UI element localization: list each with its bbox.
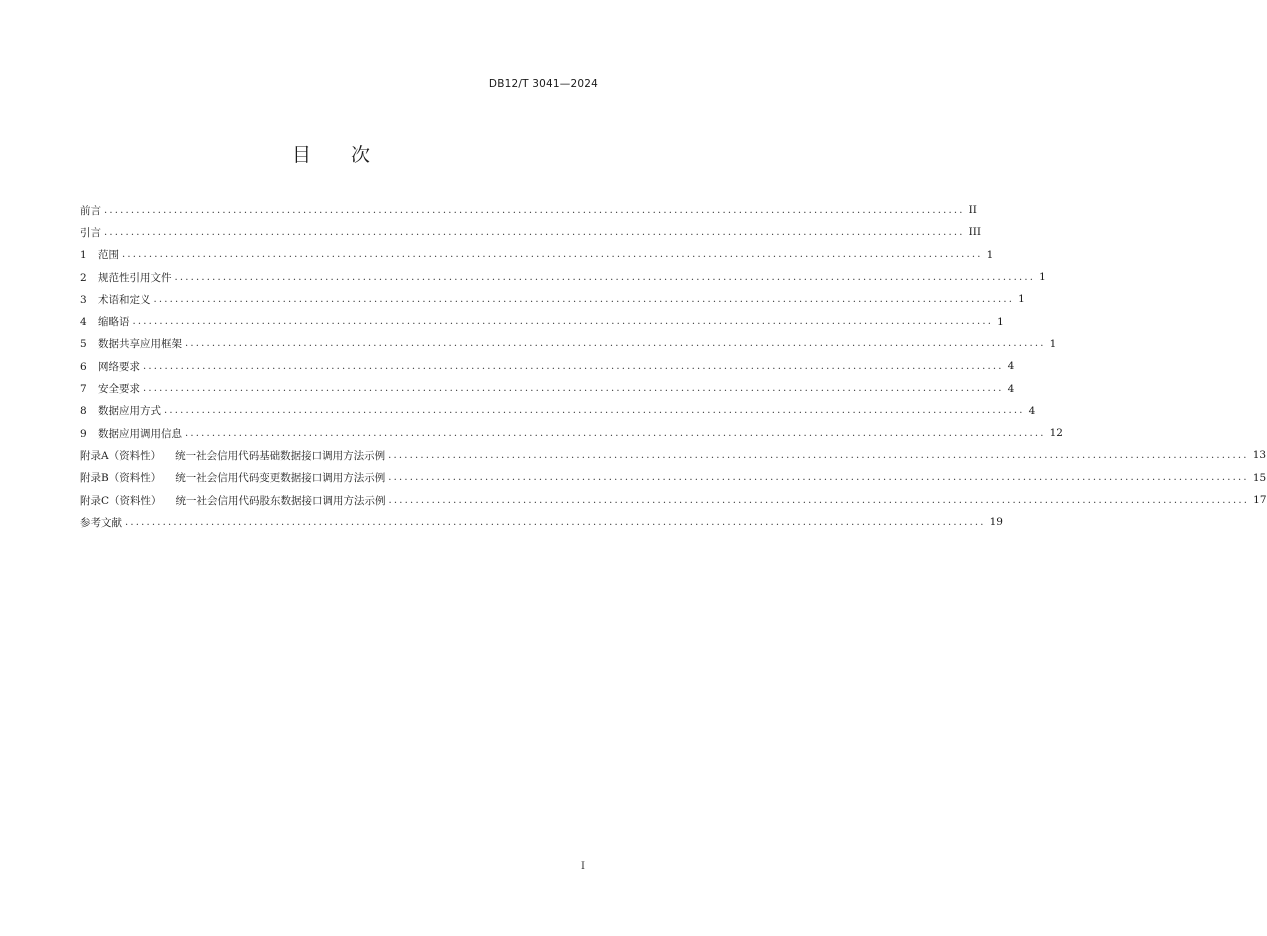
toc-entry-label (80, 359, 140, 374)
toc-entry-title: 数据共享应用框架 (98, 338, 182, 351)
toc-entry-page: 1 (986, 248, 994, 261)
toc-entry[interactable] (80, 377, 1015, 399)
toc-entry-label (80, 292, 151, 307)
toc-entry-title: 网络要求 (98, 360, 140, 373)
toc-entry-label (80, 314, 130, 329)
toc-entry[interactable] (80, 467, 1267, 489)
toc-entry-number: 1 (80, 249, 87, 262)
toc-entry[interactable] (80, 266, 1046, 288)
toc-leader-dots: ................................................................................................................................................................ (104, 226, 965, 238)
toc-entry[interactable] (80, 333, 1057, 355)
toc-entry-number: 9 (80, 427, 87, 440)
toc-leader-dots: ................................................................................................................................................................ (143, 383, 1004, 395)
toc-entry-title: 参考文献 (80, 516, 122, 529)
toc-leader-dots: ................................................................................................................................................................ (185, 427, 1046, 439)
toc-leader-dots: ................................................................................................................................................................ (388, 494, 1250, 506)
toc-entry-label (80, 381, 140, 396)
toc-entry[interactable] (80, 400, 1036, 422)
toc-entry-title: 规范性引用文件 (98, 271, 172, 284)
toc-leader-dots: ................................................................................................................................................................ (122, 249, 983, 261)
toc-entry-page: 1 (1039, 271, 1046, 284)
toc-leader-dots: ................................................................................................................................................................ (388, 449, 1249, 461)
toc-leader-dots: ................................................................................................................................................................ (153, 293, 1015, 305)
toc-entry-page: 1 (997, 315, 1004, 328)
toc-entry-title: 附录C（资料性） (80, 494, 162, 507)
toc-entry[interactable] (80, 355, 1015, 377)
toc-leader-dots: ................................................................................................................................................................ (143, 360, 1004, 372)
toc-entry-label (80, 448, 385, 463)
toc-entry[interactable] (80, 489, 1267, 511)
toc-entry-subtitle: 统一社会信用代码变更数据接口调用方法示例 (175, 472, 386, 485)
toc-entry[interactable] (80, 310, 1004, 332)
toc-entry-title: 附录A（资料性） (80, 449, 162, 462)
toc-entry-title: 安全要求 (98, 383, 140, 396)
toc-entry-title: 范围 (98, 249, 119, 262)
toc-entry-number: 6 (80, 360, 87, 373)
toc-entry[interactable] (80, 244, 994, 266)
toc-entry-label (80, 203, 101, 218)
toc-entry[interactable] (80, 199, 977, 221)
toc-entry-subtitle: 统一社会信用代码股东数据接口调用方法示例 (175, 494, 386, 507)
toc-entry-page: 17 (1253, 494, 1267, 506)
toc-entry-title: 数据应用调用信息 (98, 427, 182, 440)
table-of-contents (80, 199, 1267, 533)
toc-entry-page: 4 (1007, 382, 1015, 395)
page-number: I (581, 861, 585, 872)
toc-entry-page: 1 (1018, 293, 1025, 306)
toc-entry-page: 19 (989, 516, 1003, 529)
toc-leader-dots: ................................................................................................................................................................ (164, 405, 1025, 417)
toc-entry[interactable] (80, 511, 1003, 533)
toc-entry-title: 附录B（资料性） (80, 472, 162, 485)
toc-entry-label (80, 225, 101, 240)
toc-entry-page: 4 (1007, 360, 1015, 373)
toc-entry-label (80, 247, 119, 262)
toc-entry-label (80, 403, 161, 418)
toc-entry-label (80, 470, 385, 485)
toc-entry-page: III (968, 226, 982, 239)
toc-entry-label (80, 493, 386, 508)
toc-entry-label (80, 515, 122, 530)
toc-entry-page: 13 (1252, 449, 1267, 462)
toc-leader-dots: ................................................................................................................................................................ (174, 271, 1036, 283)
toc-leader-dots: ................................................................................................................................................................ (388, 472, 1249, 484)
toc-entry-page: 15 (1252, 471, 1267, 484)
toc-entry-title: 数据应用方式 (98, 405, 161, 418)
toc-entry-page: II (968, 204, 977, 217)
toc-entry-page: 4 (1028, 404, 1036, 417)
toc-entry-number: 7 (80, 383, 87, 396)
toc-entry-title: 术语和定义 (98, 293, 151, 306)
toc-entry-title: 引言 (80, 226, 101, 239)
toc-entry-page: 12 (1049, 427, 1063, 440)
toc-entry[interactable] (80, 288, 1025, 310)
toc-entry-number: 8 (80, 405, 87, 418)
toc-leader-dots: ................................................................................................................................................................ (185, 338, 1046, 350)
toc-entry-number: 5 (80, 338, 87, 351)
toc-entry-number: 2 (80, 271, 87, 284)
page-title: 目次 (291, 144, 410, 166)
toc-entry-label (80, 426, 182, 441)
toc-entry[interactable] (80, 221, 982, 243)
toc-entry-number: 4 (80, 316, 87, 329)
toc-leader-dots: ................................................................................................................................................................ (132, 316, 994, 328)
toc-entry-subtitle: 统一社会信用代码基础数据接口调用方法示例 (175, 449, 386, 462)
toc-entry-title: 前言 (80, 204, 101, 217)
toc-entry[interactable] (80, 422, 1063, 444)
toc-entry-title: 缩略语 (98, 316, 130, 329)
toc-entry-label (80, 336, 182, 351)
toc-entry[interactable] (80, 444, 1267, 466)
toc-entry-label (80, 270, 172, 285)
toc-leader-dots: ................................................................................................................................................................ (125, 516, 986, 528)
toc-entry-page: 1 (1049, 337, 1057, 350)
toc-entry-number: 3 (80, 293, 87, 306)
document-code: DB12/T 3041—2024 (488, 78, 598, 90)
toc-leader-dots: ................................................................................................................................................................ (104, 204, 965, 216)
